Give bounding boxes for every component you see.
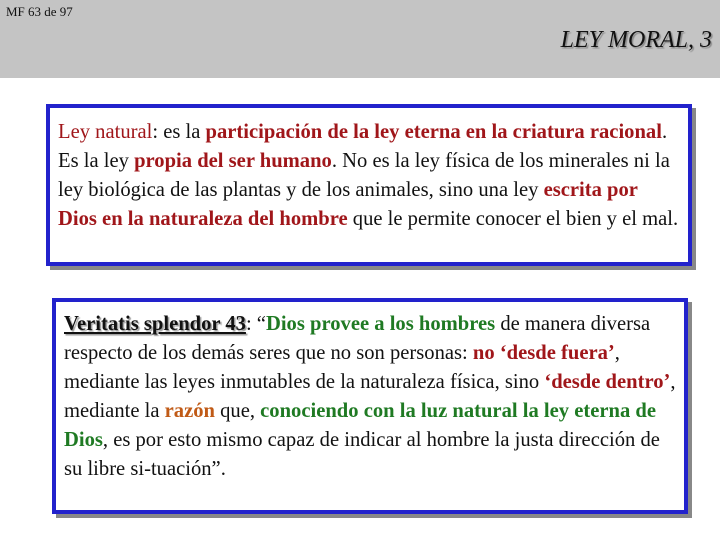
- text-segment: que le permite conocer el bien y el mal.: [347, 208, 679, 230]
- highlight-desde-dentro: ‘desde dentro’: [544, 371, 671, 393]
- text-segment: , mediante las leyes inmutables de la naturaleza física, sino: [64, 342, 620, 393]
- highlight-escrita: escrita por Dios en la naturaleza del hombre: [58, 179, 638, 230]
- highlight-propia: propia del ser humano: [134, 150, 332, 172]
- text-segment: , es por esto mismo capaz de indicar al hombre la justa dirección de su libre si-tuación”.: [64, 429, 660, 480]
- highlight-razon: razón: [164, 400, 215, 422]
- quote-paragraph: [64, 310, 676, 484]
- natural-law-paragraph: [58, 118, 680, 234]
- highlight-dios-provee: Dios provee a los hombres: [265, 313, 496, 335]
- text-segment: , mediante la: [64, 371, 676, 422]
- text-segment: : “: [245, 313, 266, 335]
- header-bar: [0, 0, 720, 78]
- highlight-participacion: participación de la ley eterna en la criatura racional: [205, 121, 662, 143]
- citation-veritatis-splendor: Veritatis splendor 43: [64, 313, 246, 335]
- text-segment: . Es la ley: [58, 121, 668, 172]
- slide-number: MF 63 de 97: [6, 4, 73, 19]
- veritatis-splendor-quote-box: [52, 298, 688, 514]
- term-ley-natural: Ley natural: [58, 121, 153, 143]
- text-segment: de manera diversa respecto de los demás seres que no son personas:: [64, 313, 651, 364]
- highlight-desde-fuera: no ‘desde fuera’: [472, 342, 615, 364]
- text-segment: : es la: [152, 121, 206, 143]
- highlight-conociendo: conociendo con la luz natural la ley eterna de Dios: [64, 400, 656, 451]
- text-segment: que,: [214, 400, 261, 422]
- text-segment: . No es la ley física de los minerales ni la ley biológica de las plantas y de los animales, sino una ley: [58, 150, 670, 201]
- slide-title: LEY MORAL, 3: [560, 27, 712, 53]
- natural-law-definition-box: [46, 104, 692, 266]
